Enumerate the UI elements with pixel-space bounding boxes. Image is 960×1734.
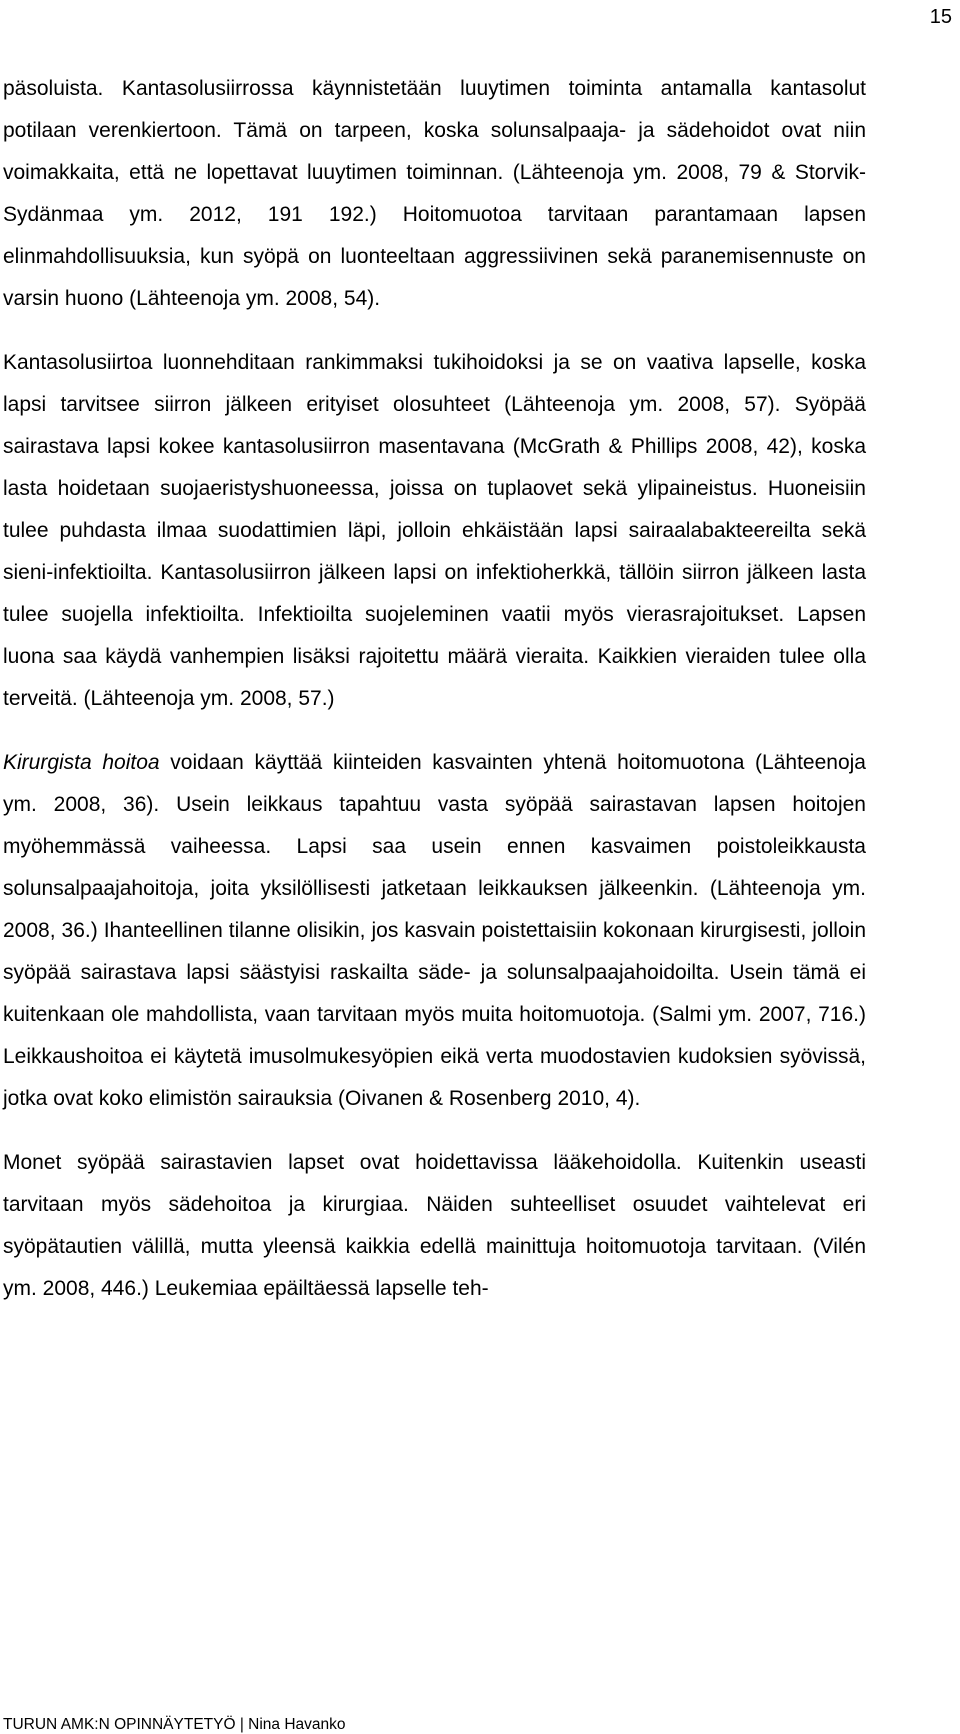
surgical-treatment-text: voidaan käyttää kiinteiden kasvainten yhtenä hoitomuotona (Lähteenoja ym. 2008, 36). Usein leikkaus tapahtuu vasta syöpää sairastavan lapsen hoitojen myöhemmässä vaiheessa. Lapsi saa usein ennen kasvaimen poistoleikkausta solunsalpaajahoitoja, joita yksilöllisesti jatketaan leikkauksen jälkeenkin. (Lähteenoja ym. 2008, 36.) Ihanteellinen tilanne olisikin, jos kasvain poistettaisiin kokonaan kirurgisesti, jolloin syöpää sairastava lapsi säästyisi raskailta säde- ja solunsalpaajahoidoilta. Usein tämä ei kuitenkaan ole mahdollista, vaan tarvitaan myös muita hoitomuotoja. (Salmi ym. 2007, 716.) Leikkaushoitoa ei käytetä imusolmukesyöpien eikä verta muodostavien kudoksien syövissä, jotka ovat koko elimistön sairauksia (Oivanen & Rosenberg 2010, 4). <box>3 751 866 1110</box>
paragraph-surgical-treatment <box>3 742 866 1120</box>
surgical-treatment-term: Kirurgista hoitoa <box>3 751 160 774</box>
page-number: 15 <box>929 6 952 28</box>
document-body <box>3 68 866 1332</box>
paragraph-transplant-conditions: Kantasolusiirtoa luonnehditaan rankimmaksi tukihoidoksi ja se on vaativa lapselle, koska lapsi tarvitsee siirron jälkeen erityiset olosuhteet (Lähteenoja ym. 2008, 57). Syöpää sairastava lapsi kokee kantasolusiirron masentavana (McGrath & Phillips 2008, 42), koska lasta hoidetaan suojaeristyshuoneessa, joissa on tuplaovet sekä ylipaineistus. Huoneisiin tulee puhdasta ilmaa suodattimien läpi, jolloin ehkäistään lapsi sairaalabakteereilta sekä sieni-infektioilta. Kantasolusiirron jälkeen lapsi on infektioherkkä, tällöin siirron jälkeen lasta tulee suojella infektioilta. Infektioilta suojeleminen vaatii myös vierasrajoitukset. Lapsen luona saa käydä vanhempien lisäksi rajoitettu määrä vieraita. Kaikkien vieraiden tulee olla terveitä. (Lähteenoja ym. 2008, 57.) <box>3 351 866 710</box>
paragraph-drug-treatment: Monet syöpää sairastavien lapset ovat hoidettavissa lääkehoidolla. Kuitenkin useasti tarvitaan myös sädehoitoa ja kirurgiaa. Näiden suhteelliset osuudet vaihtelevat eri syöpätautien välillä, mutta yleensä kaikkia edellä mainittuja hoitomuotoja tarvitaan. (Vilén ym. 2008, 446.) Leukemiaa epäiltäessä lapselle teh- <box>3 1151 866 1300</box>
paragraph-stem-cell-transplant: päsoluista. Kantasolusiirrossa käynnistetään luuytimen toiminta antamalla kantasolut potilaan verenkiertoon. Tämä on tarpeen, koska solunsalpaaja- ja sädehoidot ovat niin voimakkaita, että ne lopettavat luuytimen toiminnan. (Lähteenoja ym. 2008, 79 & Storvik-Sydänmaa ym. 2012, 191 192.) Hoitomuotoa tarvitaan parantamaan lapsen elinmahdollisuuksia, kun syöpä on luonteeltaan aggressiivinen sekä paranemisennuste on varsin huono (Lähteenoja ym. 2008, 54). <box>3 77 866 310</box>
footer: TURUN AMK:N OPINNÄYTETYÖ | Nina Havanko <box>3 1716 346 1733</box>
